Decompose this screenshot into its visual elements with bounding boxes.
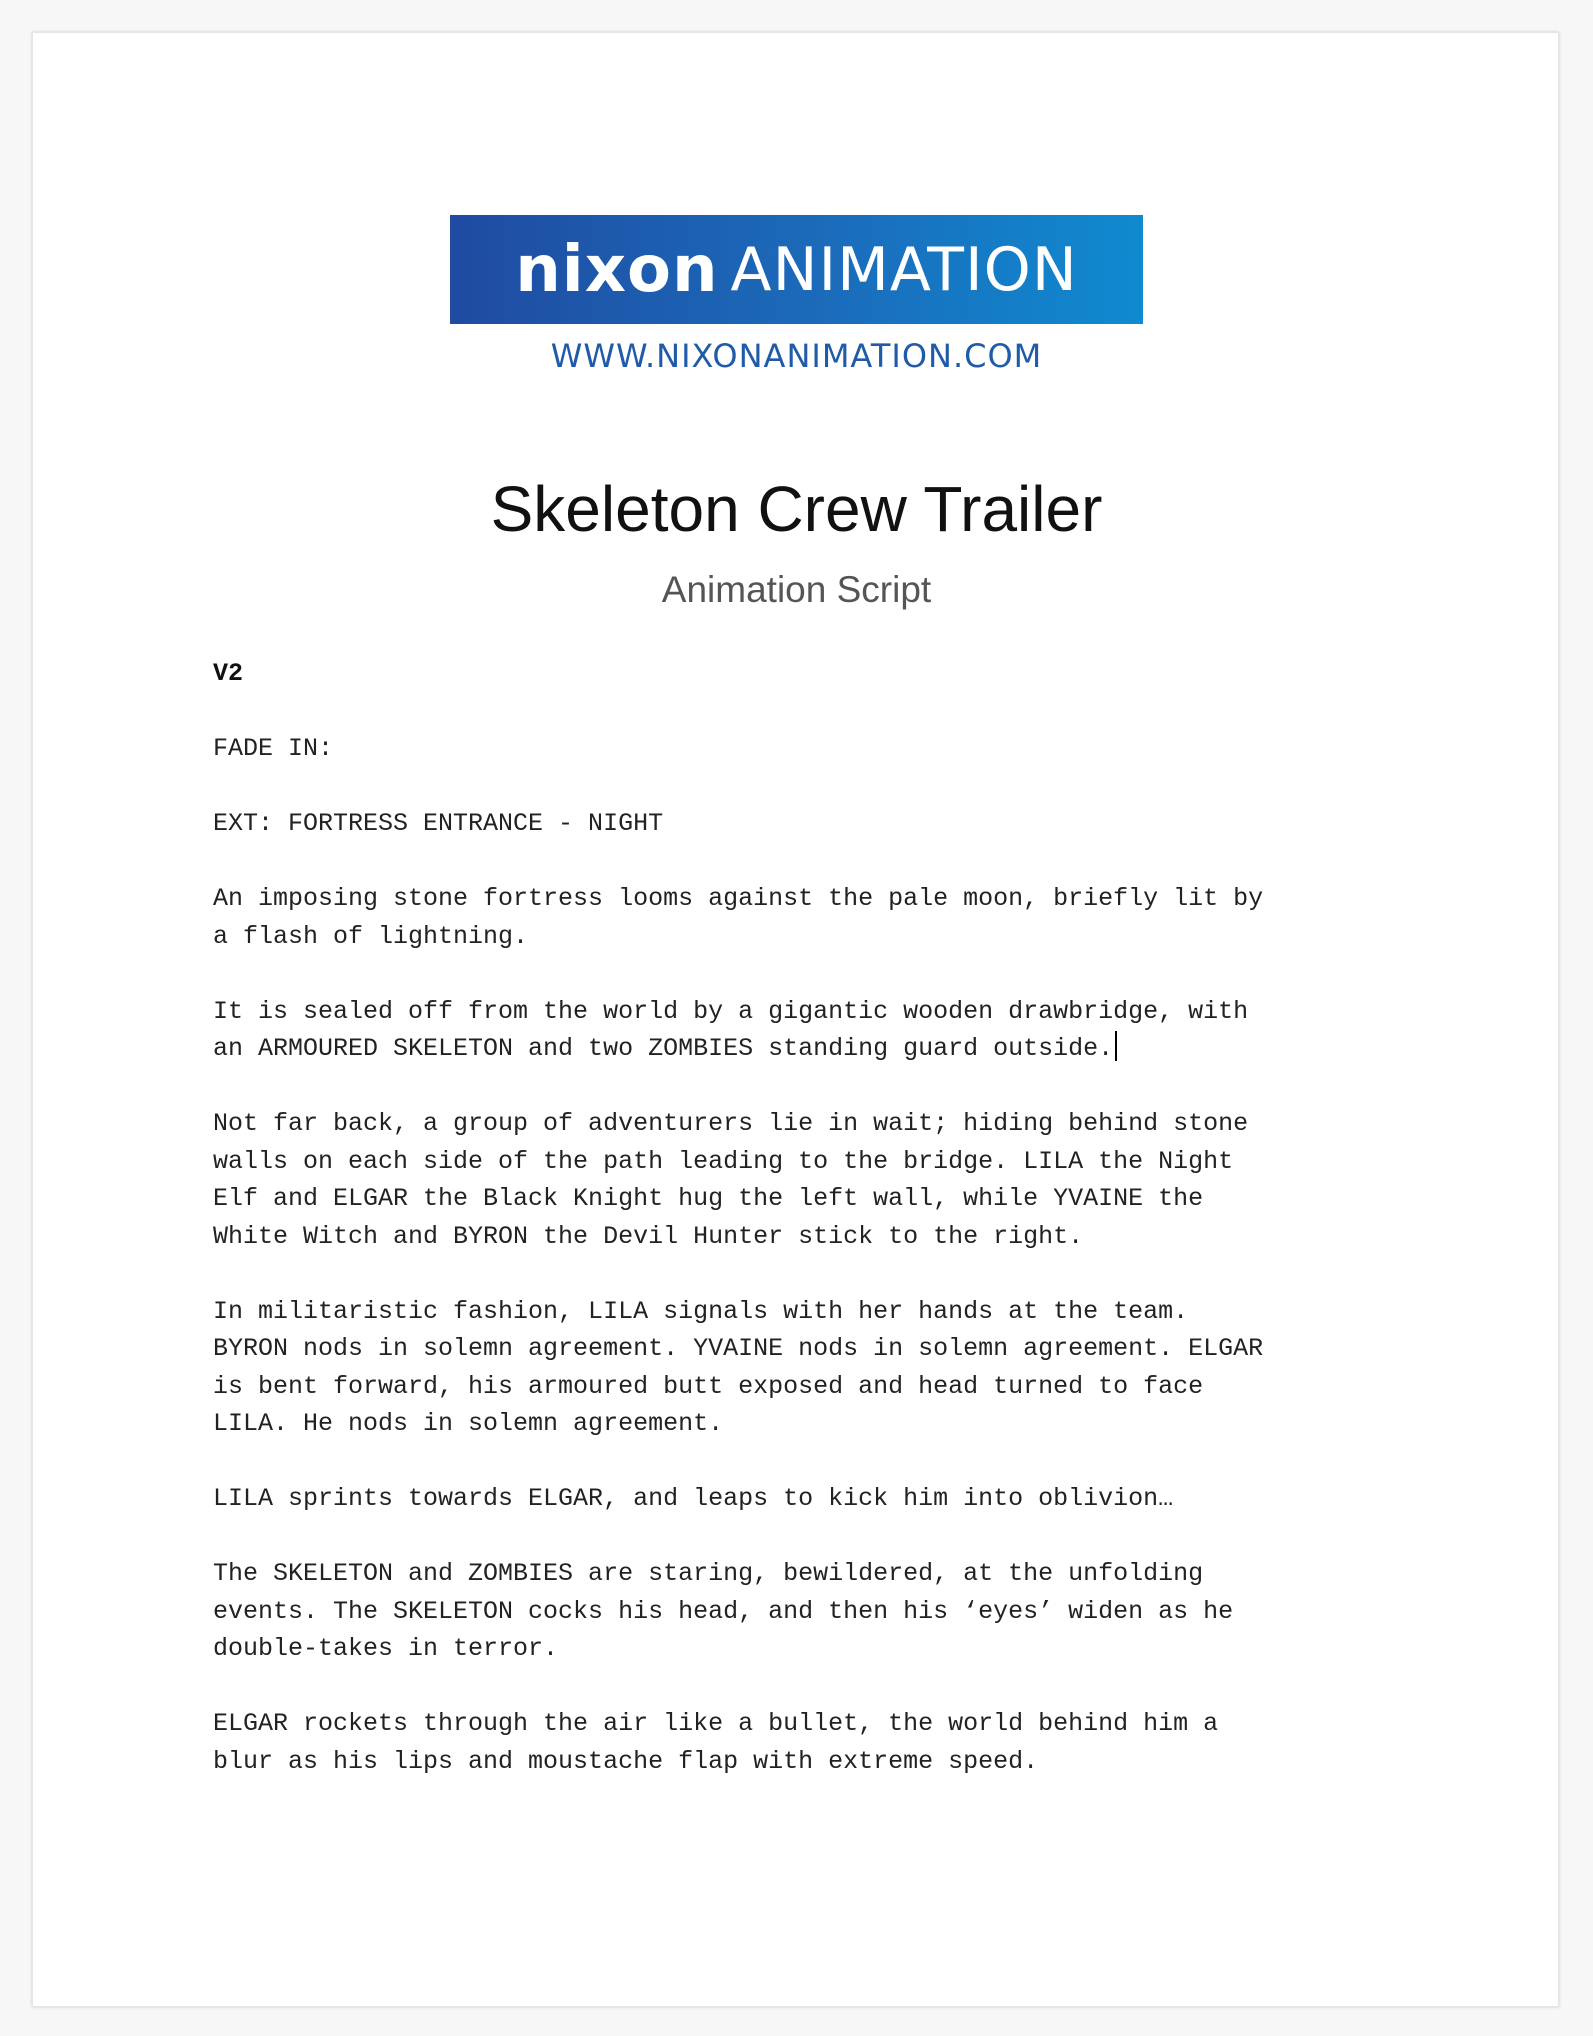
website-url: WWW.NIXONANIMATION.COM: [550, 337, 1043, 375]
action-paragraph-with-cursor[interactable]: [213, 993, 1413, 1068]
company-logo: [450, 215, 1143, 324]
action-paragraph[interactable]: The SKELETON and ZOMBIES are staring, bewildered, at the unfolding events. The SKELETON cocks his head, and then his ‘eyes’ widen as he double-takes in terror.: [213, 1559, 1234, 1663]
document-title[interactable]: Skeleton Crew Trailer: [490, 473, 1103, 545]
text-cursor: [1115, 1031, 1117, 1061]
action-paragraph[interactable]: LILA sprints towards ELGAR, and leaps to kick him into oblivion…: [213, 1484, 1174, 1513]
action-paragraph[interactable]: In militaristic fashion, LILA signals with her hands at the team. BYRON nods in solemn agreement. YVAINE nods in solemn agreement. ELGAR is bent forward, his armoured butt exposed and head turned to face LILA. He nods in solemn agreement.: [213, 1296, 1264, 1438]
action-paragraph[interactable]: An imposing stone fortress looms against the pale moon, briefly lit by a flash of lightning.: [213, 884, 1264, 951]
action-paragraph-text[interactable]: It is sealed off from the world by a gigantic wooden drawbridge, with an ARMOURED SKELETON and two ZOMBIES standing guard outside.: [213, 996, 1249, 1063]
action-paragraph[interactable]: ELGAR rockets through the air like a bullet, the world behind him a blur as his lips and moustache flap with extreme speed.: [213, 1709, 1219, 1776]
logo-word-text: ANIMATION: [730, 234, 1078, 305]
document-page: [32, 32, 1559, 2007]
version-label[interactable]: V2: [213, 659, 244, 688]
scene-heading[interactable]: EXT: FORTRESS ENTRANCE - NIGHT: [213, 809, 664, 838]
document-subtitle[interactable]: Animation Script: [661, 569, 932, 610]
logo-brand-text: nixon: [515, 232, 719, 307]
transition-line[interactable]: FADE IN:: [213, 734, 334, 763]
script-body[interactable]: [213, 655, 1413, 1818]
action-paragraph[interactable]: Not far back, a group of adventurers lie in wait; hiding behind stone walls on each side of the path leading to the bridge. LILA the Night Elf and ELGAR the Black Knight hug the left wall, while YVAINE the White Witch and BYRON the Devil Hunter stick to the right.: [213, 1109, 1249, 1251]
